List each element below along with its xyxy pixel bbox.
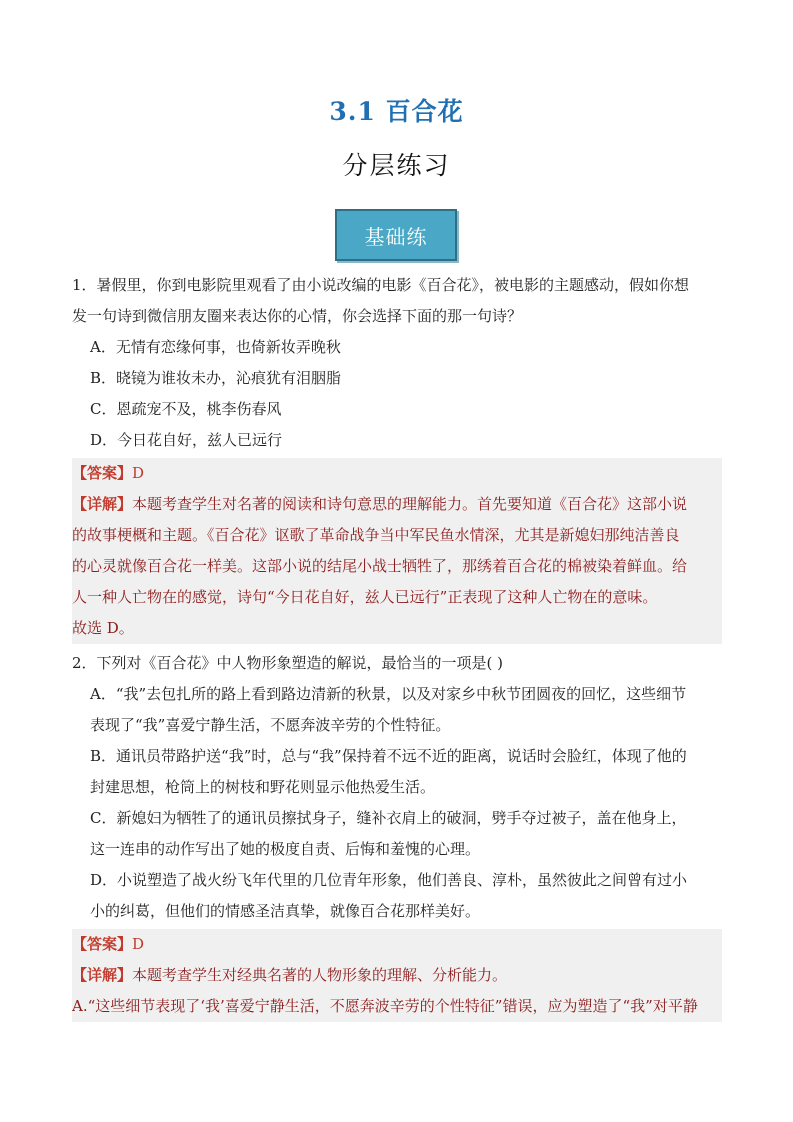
answer-label: 【答案】 bbox=[72, 935, 133, 953]
question-1-answer bbox=[72, 458, 722, 489]
question-2-option-c-line-1: C．新媳妇为牺牲了的通讯员擦拭身子，缝补衣肩上的破洞，劈手夺过被子，盖在他身上， bbox=[90, 809, 687, 827]
question-1-option-a: A．无情有恋缘何事，也倚新妆弄晚秋 bbox=[90, 338, 341, 356]
question-1-option-d: D．今日花自好，兹人已远行 bbox=[90, 431, 283, 449]
question-2-option-d-line-1: D．小说塑造了战火纷飞年代里的几位青年形象，他们善良、淳朴，虽然彼此之间曾有过小 bbox=[90, 871, 688, 889]
question-1-detail-line-4: 人一种人亡物在的感觉，诗句“今日花自好，兹人已远行”正表现了这种人亡物在的意味。 bbox=[72, 588, 658, 606]
question-1 bbox=[72, 270, 722, 644]
page-subtitle: 分层练习 bbox=[342, 151, 451, 180]
detail-text: 本题考查学生对经典名著的人物形象的理解、分析能力。 bbox=[132, 966, 508, 984]
question-1-detail-line-1 bbox=[72, 489, 722, 520]
page-title: 3.1 百合花 bbox=[329, 97, 464, 126]
question-2-detail-line-2: A.“这些细节表现了‘我’喜爱宁静生活，不愿奔波辛劳的个性特征”错误，应为塑造了“我”对平静 bbox=[72, 997, 698, 1015]
question-1-detail-line-2: 的故事梗概和主题。《百合花》讴歌了革命战争当中军民鱼水情深，尤其是新媳妇那纯洁善良 bbox=[72, 526, 680, 544]
question-2-option-c-line-2: 这一连串的动作写出了她的极度自责、后悔和羞愧的心理。 bbox=[90, 840, 481, 858]
question-1-detail-line-5: 故选 D。 bbox=[72, 619, 134, 637]
answer-value: D bbox=[132, 464, 145, 482]
question-1-option-c: C．恩疏宠不及，桃李伤春风 bbox=[90, 400, 282, 418]
question-2-answer-box bbox=[72, 929, 722, 1022]
detail-label: 【详解】 bbox=[72, 966, 133, 984]
answer-value: D bbox=[132, 935, 145, 953]
section-badge bbox=[335, 209, 457, 261]
answer-label: 【答案】 bbox=[72, 464, 133, 482]
question-2-detail-line-1 bbox=[72, 960, 722, 991]
question-1-option-b: B．晓镜为谁妆未办，沁痕犹有泪胭脂 bbox=[90, 369, 342, 387]
question-1-stem-line-1: 1．暑假里，你到电影院里观看了由小说改编的电影《百合花》，被电影的主题感动，假如你想 bbox=[72, 276, 690, 294]
detail-label: 【详解】 bbox=[72, 495, 133, 513]
detail-text: 本题考查学生对名著的阅读和诗句意思的理解能力。首先要知道《百合花》这部小说 bbox=[132, 495, 688, 513]
question-2-option-b-line-1: B．通讯员带路护送“我”时，总与“我”保持着不远不近的距离，说话时会脸红，体现了他的 bbox=[90, 747, 687, 765]
question-1-detail-line-3: 的心灵就像百合花一样美。这部小说的结尾小战士牺牲了，那绣着百合花的棉被染着鲜血。给 bbox=[72, 557, 688, 575]
question-2-option-a-line-1: A．“我”去包扎所的路上看到路边清新的秋景，以及对家乡中秋节团圆夜的回忆，这些细节 bbox=[90, 685, 687, 703]
question-2-answer bbox=[72, 929, 722, 960]
question-2 bbox=[72, 648, 722, 1022]
question-2-option-b-line-2: 封建思想，枪筒上的树枝和野花则显示他热爱生活。 bbox=[90, 778, 436, 796]
question-2-option-d-line-2: 小的纠葛，但他们的情感圣洁真挚，就像百合花那样美好。 bbox=[90, 902, 481, 920]
question-1-stem-line-2: 发一句诗到微信朋友圈来表达你的心情，你会选择下面的那一句诗？ bbox=[72, 307, 523, 325]
question-1-answer-box bbox=[72, 458, 722, 644]
section-badge-label: 基础练 bbox=[364, 224, 428, 249]
content-area bbox=[72, 270, 722, 1026]
question-2-option-a-line-2: 表现了“我”喜爱宁静生活，不愿奔波辛劳的个性特征。 bbox=[90, 716, 451, 734]
question-2-stem: 2．下列对《百合花》中人物形象塑造的解说，最恰当的一项是( ) bbox=[72, 654, 504, 672]
